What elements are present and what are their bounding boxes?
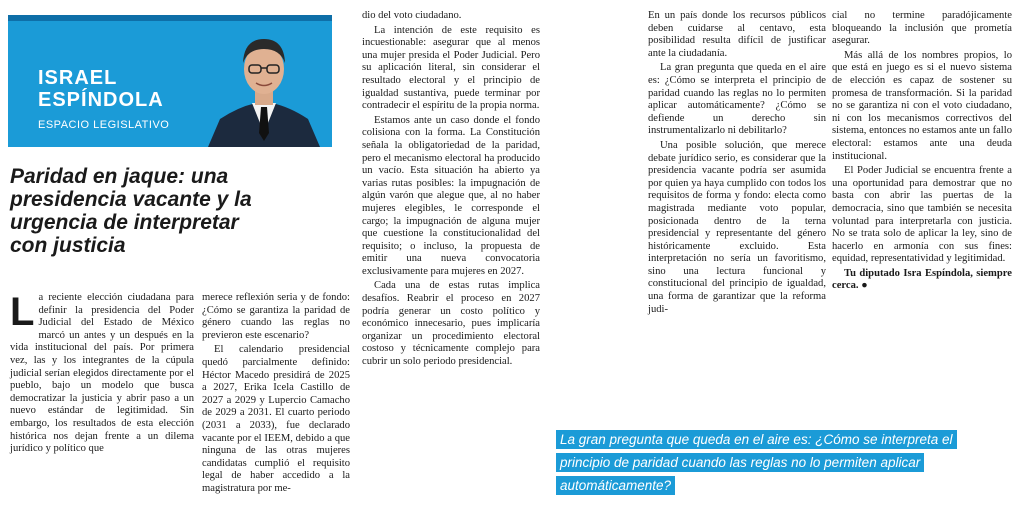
pull-quote-text: La gran pregunta que queda en el aire es: ¿Cómo se interpreta el principio de paridad cuando las reglas no lo permiten aplicar automáticamente? bbox=[556, 430, 957, 495]
article-paragraph: La gran pregunta que queda en el aire es: ¿Cómo se interpreta el principio de paridad cuando las reglas no lo permiten aplicar automáticamente? ¿Cómo se defiende un derecho sin instrumentalizarlo ni debilitarlo? bbox=[648, 62, 826, 137]
article-paragraph: merece reflexión seria y de fondo: ¿Cómo se garantiza la paridad de género cuando las reglas no previeron este escenario? bbox=[202, 292, 350, 341]
article-paragraph: El calendario presidencial quedó parcialmente definido: Héctor Macedo presidirá de 2025 a 2027, Erika Icela Castillo de 2027 a 2029 y Lupercio Camacho de 2029 a 2031. El cuarto periodo (2031 a 2033), fue declarado vacante por el IEEM, debido a que ninguna de las otras mujeres candidatas cumplió el requisito legal de haber accedido a la magistratura por me- bbox=[202, 344, 350, 494]
article-column-1 bbox=[10, 292, 194, 458]
section-label: ESPACIO LEGISLATIVO bbox=[38, 119, 170, 131]
author-banner bbox=[8, 15, 332, 147]
article-column-2 bbox=[202, 292, 350, 498]
article-column-3 bbox=[362, 10, 540, 371]
article-paragraph: Más allá de los nombres propios, lo que está en juego es si el nuevo sistema de elección es capaz de sostener su promesa de transformación. Si la paridad no se garantiza ni con el voto ciudadano, ni con los mecanismos correctivos del sistema, entonces no estamos ante un fallo electoral: estamos ante una deuda institucional. bbox=[832, 49, 1012, 162]
article-paragraph: cial no termine paradójicamente bloqueando la inclusión que prometía asegurar. bbox=[832, 10, 1012, 47]
banner-stripe bbox=[8, 15, 332, 21]
article-paragraph: La intención de este requisito es incuestionable: asegurar que al menos una mujer presida el Poder Judicial. Pero su aplicación literal, sin considerar el resultado electoral y el principio de igualdad sustantiva, puede terminar por contradecir el espíritu de la propia norma. bbox=[362, 24, 540, 112]
article-paragraph: Cada una de estas rutas implica desafíos. Reabrir el proceso en 2027 podría generar un costo político y económico innecesario, pues implicaría organizar un procedimiento electoral costoso y técnicamente complejo para cubrir un solo periodo presidencial. bbox=[362, 280, 540, 368]
author-portrait-icon bbox=[198, 23, 330, 147]
article-paragraph: En un país donde los recursos públicos deben cuidarse al centavo, esta posibilidad resulta difícil de justificar ante la ciudadanía. bbox=[648, 10, 826, 59]
article-paragraph: El Poder Judicial se encuentra frente a una oportunidad para demostrar que no basta con abrir las puertas de la democracia, sino que también se necesita voluntad para interpretarla con justicia. No se trata solo de aplicar la ley, sino de hacerlo en armonía con sus fines: equidad, representatividad y legitimidad. bbox=[832, 165, 1012, 265]
article-paragraph: Una posible solución, que merece debate jurídico serio, es considerar que la presidencia vacante podría ser asumida por quien ya haya cumplido con todos los requisitos de forma y fondo: electa como magistrada mediante voto popular, posicionada dentro de la terna presidencial y representante del género históricamente excluido. Esta interpretación no sería un favoritismo, sino una lectura funcional y constitucional del principio de igualdad, una forma de garantizar que la reforma judi- bbox=[648, 139, 826, 315]
article-headline: Paridad en jaque: una presidencia vacante y la urgencia de interpretar con justicia bbox=[10, 165, 252, 257]
article-column-4 bbox=[648, 10, 826, 318]
author-last-name: ESPÍNDOLA bbox=[38, 89, 164, 111]
author-signature: Tu diputado Isra Espíndola, siempre cerca. ● bbox=[832, 267, 1012, 292]
pull-quote bbox=[556, 428, 966, 497]
drop-cap: L bbox=[10, 290, 35, 334]
author-first-name: ISRAEL bbox=[38, 67, 118, 89]
article-column-5 bbox=[832, 10, 1012, 295]
author-name bbox=[38, 67, 164, 111]
article-paragraph: dio del voto ciudadano. bbox=[362, 10, 462, 21]
paragraph-text: a reciente elección ciudadana para definir la presidencia del Poder Judicial del Estado de México marcó un antes y un después en la vida institucional del país. Por primera vez, las y los integrantes de la cúpula judicial serían elegidos directamente por el pueblo, bajo un modelo que busca democratizar la justicia y abrir paso a un nuevo estándar de legitimidad. Sin embargo, los resultados de esta elección histórica nos dejan frente a un dilema jurídico y político que bbox=[10, 292, 194, 455]
article-paragraph: Estamos ante un caso donde el fondo colisiona con la forma. La Constitución señala la obligatoriedad de la paridad, pero el mecanismo electoral ha producido un vacío. Esta situación ha abierto ya varias rutas posibles: la impugnación de algún varón que alegue que, al no haber mujeres elegibles, le corresponde el cargo; la impugnación de alguna mujer que cuestione la constitucionalidad del requisito; o incluso, la propuesta de emitir una nueva convocatoria exclusivamente para mujeres en 2027. bbox=[362, 114, 540, 277]
article-paragraph bbox=[10, 292, 194, 456]
